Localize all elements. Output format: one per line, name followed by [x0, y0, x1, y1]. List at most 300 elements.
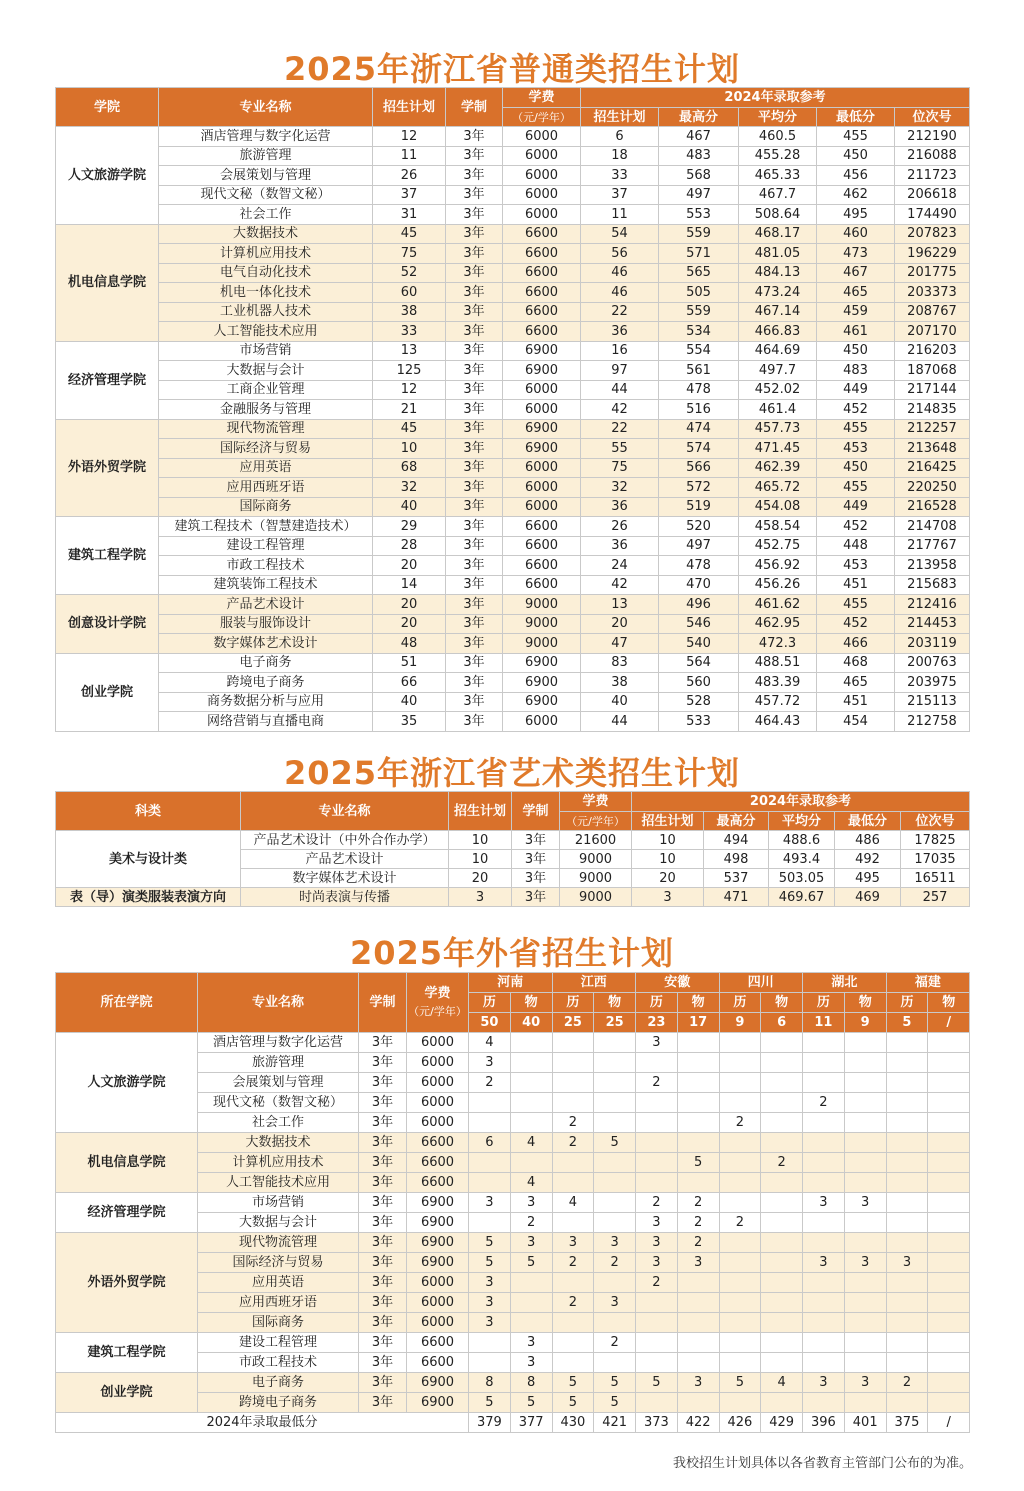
- avg-score-cell: 472.3: [739, 634, 817, 654]
- duration-cell: 3年: [446, 575, 503, 595]
- quota-cell: [677, 1053, 719, 1073]
- quota-cell: [803, 1173, 845, 1193]
- duration-cell: 3年: [446, 439, 503, 459]
- quota-cell: 2: [594, 1333, 636, 1353]
- avg-score-cell: 457.73: [739, 419, 817, 439]
- fee-cell: 9000: [560, 869, 632, 888]
- table-row: [56, 478, 970, 498]
- rank-cell: 217767: [895, 536, 970, 556]
- quota-header: 9: [719, 1013, 761, 1033]
- quota-cell: [594, 1073, 636, 1093]
- quota-cell: [594, 1093, 636, 1113]
- table-row: [56, 595, 970, 615]
- table-row: [56, 361, 970, 381]
- ref-plan-cell: 33: [581, 166, 659, 186]
- ref-plan-cell: 11: [581, 205, 659, 225]
- min-score-cell: 455: [817, 595, 895, 615]
- plan-cell: 35: [373, 712, 446, 732]
- quota-cell: 5: [677, 1153, 719, 1173]
- plan-cell: 40: [373, 692, 446, 712]
- quota-cell: [761, 1293, 803, 1313]
- table-row: [56, 1193, 970, 1213]
- major-cell: 数字媒体艺术设计: [241, 869, 449, 888]
- avg-score-cell: 462.39: [739, 458, 817, 478]
- quota-cell: [928, 1293, 970, 1313]
- quota-cell: [677, 1033, 719, 1053]
- quota-cell: [719, 1093, 761, 1113]
- max-score-cell: 533: [659, 712, 739, 732]
- quota-cell: [803, 1153, 845, 1173]
- ref-plan-cell: 56: [581, 244, 659, 264]
- duration-cell: 3年: [359, 1353, 407, 1373]
- max-score-cell: 534: [659, 322, 739, 342]
- quota-cell: [803, 1133, 845, 1153]
- quota-cell: [636, 1113, 678, 1133]
- plan-cell: 31: [373, 205, 446, 225]
- major-cell: 国际经济与贸易: [159, 439, 373, 459]
- quota-cell: 5: [510, 1253, 552, 1273]
- quota-cell: 3: [636, 1233, 678, 1253]
- min-score-cell: 469: [835, 888, 901, 907]
- ref-plan-cell: 83: [581, 653, 659, 673]
- quota-cell: [677, 1133, 719, 1153]
- quota-cell: [803, 1113, 845, 1133]
- quota-cell: [761, 1113, 803, 1133]
- plan-cell: 32: [373, 478, 446, 498]
- quota-header: /: [928, 1013, 970, 1033]
- fee-cell: 6600: [503, 224, 581, 244]
- duration-cell: 3年: [359, 1333, 407, 1353]
- college-cell: 创业学院: [56, 653, 159, 731]
- quota-cell: 3: [886, 1253, 928, 1273]
- quota-cell: 5: [594, 1373, 636, 1393]
- quota-cell: 2: [636, 1193, 678, 1213]
- quota-cell: [552, 1093, 594, 1113]
- ref-plan-cell: 44: [581, 380, 659, 400]
- college-cell: 人文旅游学院: [56, 1033, 198, 1133]
- plan-cell: 10: [449, 850, 512, 869]
- rank-cell: 16511: [901, 869, 970, 888]
- avg-score-cell: 481.05: [739, 244, 817, 264]
- min-score-cell: 462: [817, 185, 895, 205]
- quota-cell: [844, 1293, 886, 1313]
- quota-cell: [636, 1333, 678, 1353]
- duration-cell: 3年: [446, 380, 503, 400]
- avg-score-cell: 488.6: [769, 831, 835, 850]
- major-cell: 市政工程技术: [159, 556, 373, 576]
- plan-cell: 68: [373, 458, 446, 478]
- quota-cell: 2: [552, 1113, 594, 1133]
- col-ref-2024: 2024年录取参考: [632, 792, 970, 812]
- quota-cell: 3: [469, 1273, 511, 1293]
- college-cell: 经济管理学院: [56, 1193, 198, 1233]
- table-row: [56, 458, 970, 478]
- min-score-cell: 450: [817, 341, 895, 361]
- duration-cell: 3年: [359, 1393, 407, 1413]
- quota-cell: 4: [552, 1193, 594, 1213]
- quota-cell: [677, 1173, 719, 1193]
- fee-cell: 6600: [407, 1173, 469, 1193]
- duration-cell: 3年: [446, 322, 503, 342]
- quota-cell: 6: [469, 1133, 511, 1153]
- quota-cell: [928, 1033, 970, 1053]
- major-cell: 商务数据分析与应用: [159, 692, 373, 712]
- table-row: [56, 127, 970, 147]
- rank-cell: 203119: [895, 634, 970, 654]
- fee-cell: 6900: [503, 341, 581, 361]
- duration-cell: 3年: [359, 1313, 407, 1333]
- quota-cell: 2: [552, 1293, 594, 1313]
- subject-header: 物: [761, 993, 803, 1013]
- table-row: [56, 653, 970, 673]
- table-row: [56, 439, 970, 459]
- quota-cell: [886, 1193, 928, 1213]
- quota-cell: 5: [469, 1253, 511, 1273]
- table-row: [56, 692, 970, 712]
- quota-cell: 8: [469, 1373, 511, 1393]
- quota-cell: [886, 1033, 928, 1053]
- plan-cell: 52: [373, 263, 446, 283]
- max-score-cell: 505: [659, 283, 739, 303]
- plan-cell: 48: [373, 634, 446, 654]
- duration-cell: 3年: [446, 536, 503, 556]
- quota-cell: 2: [719, 1213, 761, 1233]
- min-score-cell: 460: [817, 224, 895, 244]
- duration-cell: 3年: [446, 166, 503, 186]
- major-cell: 现代文秘（数智文秘）: [198, 1093, 359, 1113]
- quota-header: 50: [469, 1013, 511, 1033]
- fee-cell: 6900: [503, 673, 581, 693]
- rank-cell: 216088: [895, 146, 970, 166]
- quota-cell: [719, 1393, 761, 1413]
- quota-cell: 3: [803, 1193, 845, 1213]
- major-cell: 应用英语: [198, 1273, 359, 1293]
- duration-cell: 3年: [446, 653, 503, 673]
- major-cell: 产品艺术设计（中外合作办学）: [241, 831, 449, 850]
- province-header: 福建: [886, 973, 970, 993]
- duration-cell: 3年: [446, 283, 503, 303]
- min-score-cell: 486: [835, 831, 901, 850]
- province-header: 四川: [719, 973, 803, 993]
- plan-cell: 20: [373, 595, 446, 615]
- quota-cell: [719, 1153, 761, 1173]
- quota-cell: [886, 1393, 928, 1413]
- college-cell: 机电信息学院: [56, 224, 159, 341]
- quota-cell: [761, 1393, 803, 1413]
- quota-cell: [803, 1313, 845, 1333]
- major-cell: 大数据技术: [159, 224, 373, 244]
- quota-cell: [469, 1173, 511, 1193]
- quota-cell: 2: [552, 1133, 594, 1153]
- quota-cell: [928, 1073, 970, 1093]
- quota-cell: [594, 1213, 636, 1233]
- quota-cell: [844, 1053, 886, 1073]
- min-score-cell: 468: [817, 653, 895, 673]
- subject-header: 物: [844, 993, 886, 1013]
- quota-cell: [719, 1253, 761, 1273]
- quota-cell: [928, 1373, 970, 1393]
- col-rank: 位次号: [895, 108, 970, 127]
- min-score-cell: 401: [844, 1413, 886, 1433]
- min-score-cell: 461: [817, 322, 895, 342]
- quota-cell: [719, 1313, 761, 1333]
- avg-score-cell: 497.7: [739, 361, 817, 381]
- quota-cell: [886, 1073, 928, 1093]
- quota-cell: [594, 1173, 636, 1193]
- plan-cell: 21: [373, 400, 446, 420]
- duration-cell: 3年: [446, 556, 503, 576]
- avg-score-cell: 483.39: [739, 673, 817, 693]
- fee-cell: 6900: [407, 1253, 469, 1273]
- min-score-cell: 452: [817, 614, 895, 634]
- quota-cell: 3: [636, 1253, 678, 1273]
- major-cell: 建设工程管理: [198, 1333, 359, 1353]
- quota-cell: [469, 1093, 511, 1113]
- quota-cell: [761, 1333, 803, 1353]
- quota-cell: 3: [594, 1233, 636, 1253]
- col-ref-2024: 2024年录取参考: [581, 88, 970, 108]
- quota-cell: [510, 1153, 552, 1173]
- quota-cell: [510, 1033, 552, 1053]
- duration-cell: 3年: [359, 1273, 407, 1293]
- avg-score-cell: 469.67: [769, 888, 835, 907]
- min-score-cell: 467: [817, 263, 895, 283]
- min-score-cell: 421: [594, 1413, 636, 1433]
- quota-cell: [844, 1333, 886, 1353]
- col-duration: 学制: [512, 792, 560, 831]
- avg-score-cell: 454.08: [739, 497, 817, 517]
- fee-cell: 6600: [503, 244, 581, 264]
- quota-cell: [928, 1313, 970, 1333]
- fee-cell: 6600: [503, 283, 581, 303]
- ref-plan-cell: 97: [581, 361, 659, 381]
- quota-cell: [886, 1093, 928, 1113]
- min-score-cell: 453: [817, 556, 895, 576]
- duration-cell: 3年: [446, 478, 503, 498]
- major-cell: 旅游管理: [159, 146, 373, 166]
- col-fee: [407, 973, 469, 1033]
- fee-cell: 6000: [407, 1093, 469, 1113]
- min-score-cell: 451: [817, 575, 895, 595]
- quota-cell: [844, 1313, 886, 1333]
- min-score-cell: 426: [719, 1413, 761, 1433]
- major-cell: 会展策划与管理: [159, 166, 373, 186]
- subject-header: 历: [719, 993, 761, 1013]
- major-cell: 人工智能技术应用: [198, 1173, 359, 1193]
- art-plan-table: [55, 791, 970, 907]
- quota-cell: [886, 1293, 928, 1313]
- duration-cell: 3年: [446, 517, 503, 537]
- category-cell: 表（导）演类服装表演方向: [56, 888, 241, 907]
- quota-cell: [719, 1193, 761, 1213]
- quota-cell: [761, 1233, 803, 1253]
- quota-cell: [803, 1293, 845, 1313]
- rank-cell: 17035: [901, 850, 970, 869]
- quota-cell: [803, 1033, 845, 1053]
- fee-cell: 6000: [407, 1313, 469, 1333]
- quota-cell: [719, 1273, 761, 1293]
- min-score-cell: 448: [817, 536, 895, 556]
- plan-cell: 12: [373, 380, 446, 400]
- fee-cell: 6000: [503, 185, 581, 205]
- col-plan: 招生计划: [373, 88, 446, 127]
- quota-cell: [469, 1333, 511, 1353]
- fee-cell: 6000: [503, 712, 581, 732]
- duration-cell: 3年: [446, 263, 503, 283]
- duration-cell: 3年: [446, 302, 503, 322]
- subject-header: 历: [552, 993, 594, 1013]
- major-cell: 应用西班牙语: [159, 478, 373, 498]
- rank-cell: 212190: [895, 127, 970, 147]
- quota-cell: [719, 1053, 761, 1073]
- duration-cell: 3年: [446, 341, 503, 361]
- min-score-cell: 451: [817, 692, 895, 712]
- quota-cell: 3: [510, 1333, 552, 1353]
- province-header: 江西: [552, 973, 636, 993]
- ref-plan-cell: 42: [581, 575, 659, 595]
- quota-cell: [469, 1213, 511, 1233]
- quota-cell: [594, 1113, 636, 1133]
- col-rank: 位次号: [901, 812, 970, 831]
- fee-cell: 6000: [503, 205, 581, 225]
- major-cell: 时尚表演与传播: [241, 888, 449, 907]
- rank-cell: 207823: [895, 224, 970, 244]
- major-cell: 大数据与会计: [159, 361, 373, 381]
- avg-score-cell: 458.54: [739, 517, 817, 537]
- avg-score-cell: 462.95: [739, 614, 817, 634]
- avg-score-cell: 464.43: [739, 712, 817, 732]
- table-row: [56, 712, 970, 732]
- quota-header: 25: [594, 1013, 636, 1033]
- fee-cell: 6600: [503, 556, 581, 576]
- quota-cell: [803, 1353, 845, 1373]
- major-cell: 旅游管理: [198, 1053, 359, 1073]
- ref-plan-cell: 24: [581, 556, 659, 576]
- col-duration: 学制: [359, 973, 407, 1033]
- fee-cell: 6900: [407, 1233, 469, 1253]
- major-cell: 现代物流管理: [198, 1233, 359, 1253]
- min-score-cell: 465: [817, 673, 895, 693]
- plan-cell: 40: [373, 497, 446, 517]
- quota-cell: [761, 1073, 803, 1093]
- duration-cell: 3年: [446, 205, 503, 225]
- quota-cell: 2: [510, 1213, 552, 1233]
- ref-plan-cell: 37: [581, 185, 659, 205]
- avg-score-cell: 457.72: [739, 692, 817, 712]
- quota-cell: 4: [510, 1133, 552, 1153]
- quota-cell: [761, 1213, 803, 1233]
- min-score-cell: 453: [817, 439, 895, 459]
- quota-cell: [844, 1073, 886, 1093]
- avg-score-cell: 471.45: [739, 439, 817, 459]
- quota-cell: [886, 1313, 928, 1333]
- fee-cell: 21600: [560, 831, 632, 850]
- rank-cell: 212257: [895, 419, 970, 439]
- avg-score-cell: 455.28: [739, 146, 817, 166]
- col-major: 专业名称: [241, 792, 449, 831]
- quota-cell: 5: [594, 1133, 636, 1153]
- quota-cell: [886, 1233, 928, 1253]
- ref-plan-cell: 36: [581, 497, 659, 517]
- plan-cell: 20: [373, 614, 446, 634]
- ref-plan-cell: 3: [632, 888, 704, 907]
- rank-cell: 201775: [895, 263, 970, 283]
- other-province-title: 2025年外省招生计划: [349, 934, 675, 972]
- quota-cell: [636, 1153, 678, 1173]
- quota-cell: [844, 1093, 886, 1113]
- rank-cell: 212416: [895, 595, 970, 615]
- col-plan: 招生计划: [449, 792, 512, 831]
- footnote: 我校招生计划具体以各省教育主管部门公布的为准。: [672, 1456, 972, 1471]
- table-row: [56, 302, 970, 322]
- min-score-cell: 492: [835, 850, 901, 869]
- major-cell: 产品艺术设计: [159, 595, 373, 615]
- quota-cell: [636, 1133, 678, 1153]
- col-avg: 平均分: [769, 812, 835, 831]
- plan-cell: 28: [373, 536, 446, 556]
- duration-cell: 3年: [446, 185, 503, 205]
- ref-plan-cell: 42: [581, 400, 659, 420]
- fee-cell: 6000: [503, 127, 581, 147]
- max-score-cell: 497: [659, 185, 739, 205]
- max-score-cell: 478: [659, 556, 739, 576]
- major-cell: 服装与服饰设计: [159, 614, 373, 634]
- quota-cell: [636, 1293, 678, 1313]
- min-score-cell: 429: [761, 1413, 803, 1433]
- plan-cell: 75: [373, 244, 446, 264]
- quota-header: 9: [844, 1013, 886, 1033]
- fee-cell: 9000: [503, 614, 581, 634]
- major-cell: 产品艺术设计: [241, 850, 449, 869]
- major-cell: 机电一体化技术: [159, 283, 373, 303]
- col-major: 专业名称: [198, 973, 359, 1033]
- fee-cell: 6600: [407, 1353, 469, 1373]
- table-row: [56, 1233, 970, 1253]
- duration-cell: 3年: [359, 1113, 407, 1133]
- quota-cell: [719, 1353, 761, 1373]
- major-cell: 跨境电子商务: [198, 1393, 359, 1413]
- col-major: 专业名称: [159, 88, 373, 127]
- quota-cell: [677, 1293, 719, 1313]
- table-row: [56, 517, 970, 537]
- quota-cell: [677, 1393, 719, 1413]
- duration-cell: 3年: [446, 419, 503, 439]
- min-score-cell: 373: [636, 1413, 678, 1433]
- duration-cell: 3年: [446, 614, 503, 634]
- ref-plan-cell: 26: [581, 517, 659, 537]
- quota-cell: [594, 1273, 636, 1293]
- min-score-cell: 379: [469, 1413, 511, 1433]
- rank-cell: 213958: [895, 556, 970, 576]
- quota-cell: [719, 1033, 761, 1053]
- ref-plan-cell: 20: [632, 869, 704, 888]
- table-row: [56, 419, 970, 439]
- quota-cell: [677, 1313, 719, 1333]
- duration-cell: 3年: [446, 634, 503, 654]
- quota-cell: 3: [552, 1233, 594, 1253]
- quota-cell: [844, 1213, 886, 1233]
- table-row: [56, 263, 970, 283]
- fee-cell: 6000: [503, 166, 581, 186]
- max-score-cell: 478: [659, 380, 739, 400]
- min-score-cell: 454: [817, 712, 895, 732]
- fee-cell: 6600: [503, 263, 581, 283]
- rank-cell: 196229: [895, 244, 970, 264]
- college-cell: 人文旅游学院: [56, 127, 159, 225]
- max-score-cell: 571: [659, 244, 739, 264]
- rank-cell: 187068: [895, 361, 970, 381]
- col-min: 最低分: [835, 812, 901, 831]
